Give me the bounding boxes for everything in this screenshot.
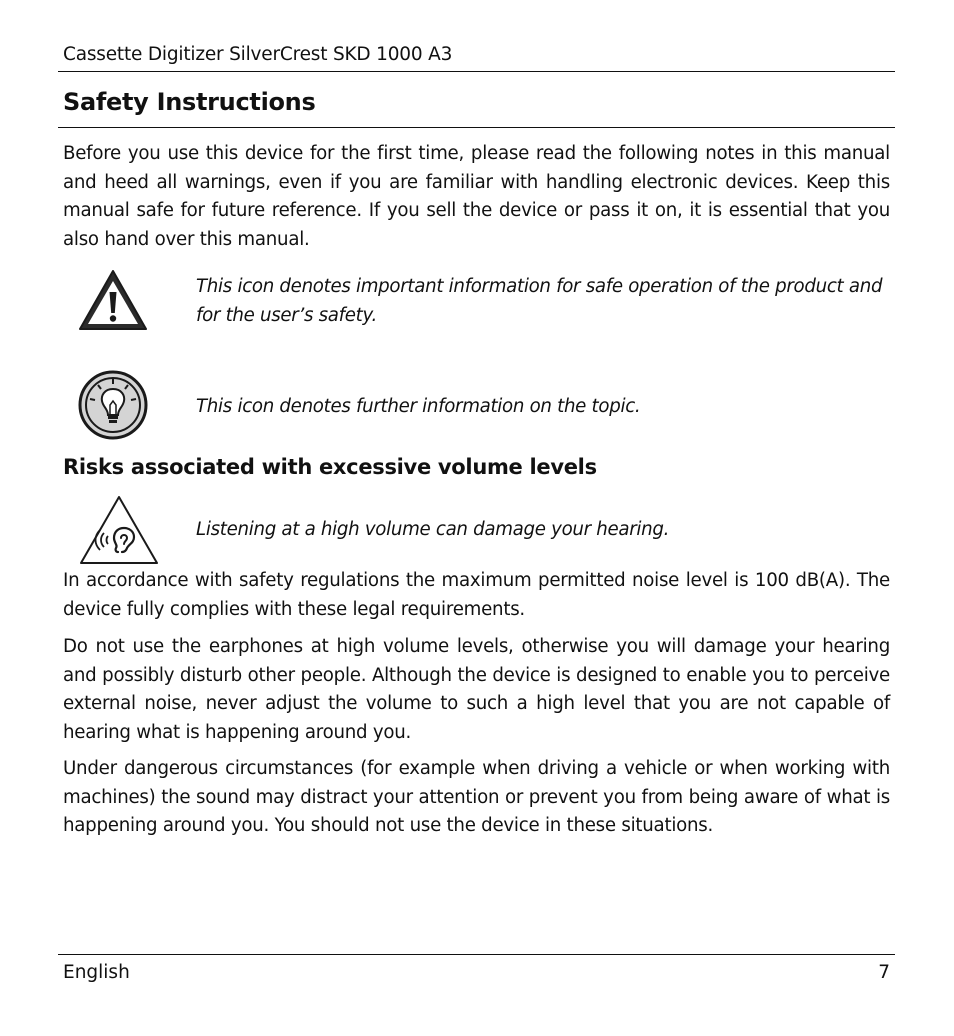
info-note: This icon denotes further information on the topic. bbox=[196, 396, 641, 417]
lightbulb-icon bbox=[77, 369, 149, 441]
page-title: Safety Instructions bbox=[63, 88, 316, 116]
paragraph-earphones: Do not use the earphones at high volume levels, otherwise you will damage your hearing and possibly disturb other people. Although the device is designed to enable you to perceive external noise, never adjust the volume to such a high level that you are not capable of hearing what is happening around you. bbox=[63, 636, 890, 743]
footer-language: English bbox=[63, 962, 130, 983]
warning-triangle-icon bbox=[77, 268, 149, 332]
paragraph-noise-level: In accordance with safety regulations the maximum permitted noise level is 100 dB(A). The device fully complies with these legal requirements. bbox=[63, 570, 890, 620]
hearing-note: Listening at a high volume can damage your hearing. bbox=[196, 519, 670, 540]
warning-note: This icon denotes important information for safe operation of the product and for the user’s safety. bbox=[196, 276, 883, 326]
header-rule bbox=[58, 71, 895, 72]
title-rule bbox=[58, 127, 895, 128]
footer-rule bbox=[58, 954, 895, 955]
page-number: 7 bbox=[878, 962, 890, 983]
hearing-warning-icon bbox=[78, 494, 160, 566]
intro-paragraph: Before you use this device for the first time, please read the following notes in this manual and heed all warnings, even if you are familiar with handling electronic devices. Keep this manual safe for future reference. If you sell the device or pass it on, it is essential that you also hand over this manual. bbox=[63, 143, 890, 250]
paragraph-dangerous-circumstances: Under dangerous circumstances (for example when driving a vehicle or when working with machines) the sound may distract your attention or prevent you from being aware of what is happening around you. You should not use the device in these situations. bbox=[63, 758, 890, 836]
section-heading: Risks associated with excessive volume levels bbox=[63, 455, 597, 479]
running-header: Cassette Digitizer SilverCrest SKD 1000 A3 bbox=[63, 44, 453, 65]
